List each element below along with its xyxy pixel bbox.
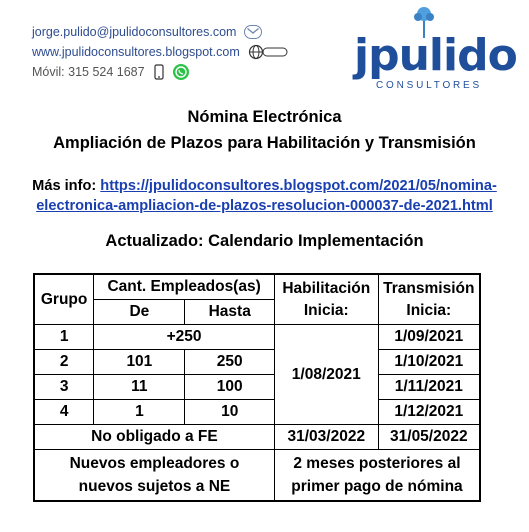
row-range: +250 xyxy=(94,325,275,350)
header-hasta: Hasta xyxy=(185,300,274,325)
nuevos-value: 2 meses posteriores al primer pago de nómina xyxy=(274,450,480,502)
contact-web-row xyxy=(32,42,288,62)
whatsapp-icon[interactable] xyxy=(173,64,189,80)
logo-subtitle: CONSULTORES xyxy=(376,80,483,91)
more-info xyxy=(0,176,529,216)
row-hasta: 10 xyxy=(185,400,274,425)
row-grupo: 3 xyxy=(34,375,94,400)
contact-web[interactable]: www.jpulidoconsultores.blogspot.com xyxy=(32,44,240,59)
nuevos-label: Nuevos empleadores o nuevos sujetos a NE xyxy=(34,450,274,502)
company-logo xyxy=(354,6,517,92)
more-info-link-line1[interactable]: https://jpulidoconsultores.blogspot.com/2021/05/nomina- xyxy=(100,178,497,194)
no-obligado-transmision: 31/05/2022 xyxy=(378,425,480,450)
row-transmision: 1/09/2021 xyxy=(378,325,480,350)
envelope-icon xyxy=(244,25,262,39)
section-heading: Actualizado: Calendario Implementación xyxy=(105,232,424,250)
calendar-table xyxy=(33,273,481,502)
header-grupo: Grupo xyxy=(34,274,94,325)
row-transmision: 1/10/2021 xyxy=(378,350,480,375)
no-obligado-label: No obligado a FE xyxy=(34,425,274,450)
contact-email-row xyxy=(32,22,288,42)
page-subtitle: Ampliación de Plazos para Habilitación y Transmisión xyxy=(53,134,476,152)
contact-phone: Móvil: 315 524 1687 xyxy=(32,64,145,79)
logo-wordmark: jpulido xyxy=(354,30,517,81)
contact-block xyxy=(32,22,288,82)
row-grupo: 1 xyxy=(34,325,94,350)
row-de: 101 xyxy=(94,350,185,375)
header-habilitacion: Habilitación Inicia: xyxy=(274,274,378,325)
header-de: De xyxy=(94,300,185,325)
row-transmision: 1/12/2021 xyxy=(378,400,480,425)
page-title: Nómina Electrónica xyxy=(187,108,342,126)
row-hasta: 100 xyxy=(185,375,274,400)
more-info-link-line2[interactable]: electronica-ampliacion-de-plazos-resolucion-000037-de-2021.html xyxy=(36,198,493,214)
row-transmision: 1/11/2021 xyxy=(378,375,480,400)
no-obligado-habilitacion: 31/03/2022 xyxy=(274,425,378,450)
contact-email[interactable]: jorge.pulido@jpulidoconsultores.com xyxy=(32,24,237,39)
row-de: 11 xyxy=(94,375,185,400)
row-hasta: 250 xyxy=(185,350,274,375)
contact-phone-row xyxy=(32,62,288,82)
row-grupo: 2 xyxy=(34,350,94,375)
row-de: 1 xyxy=(94,400,185,425)
row-grupo: 4 xyxy=(34,400,94,425)
habilitacion-date: 1/08/2021 xyxy=(274,325,378,425)
header-transmision: Transmisión Inicia: xyxy=(378,274,480,325)
mobile-phone-icon xyxy=(153,64,165,80)
more-info-label: Más info: xyxy=(32,178,97,194)
globe-icon xyxy=(248,44,288,60)
header-cant-empleados: Cant. Empleados(as) xyxy=(94,274,275,300)
